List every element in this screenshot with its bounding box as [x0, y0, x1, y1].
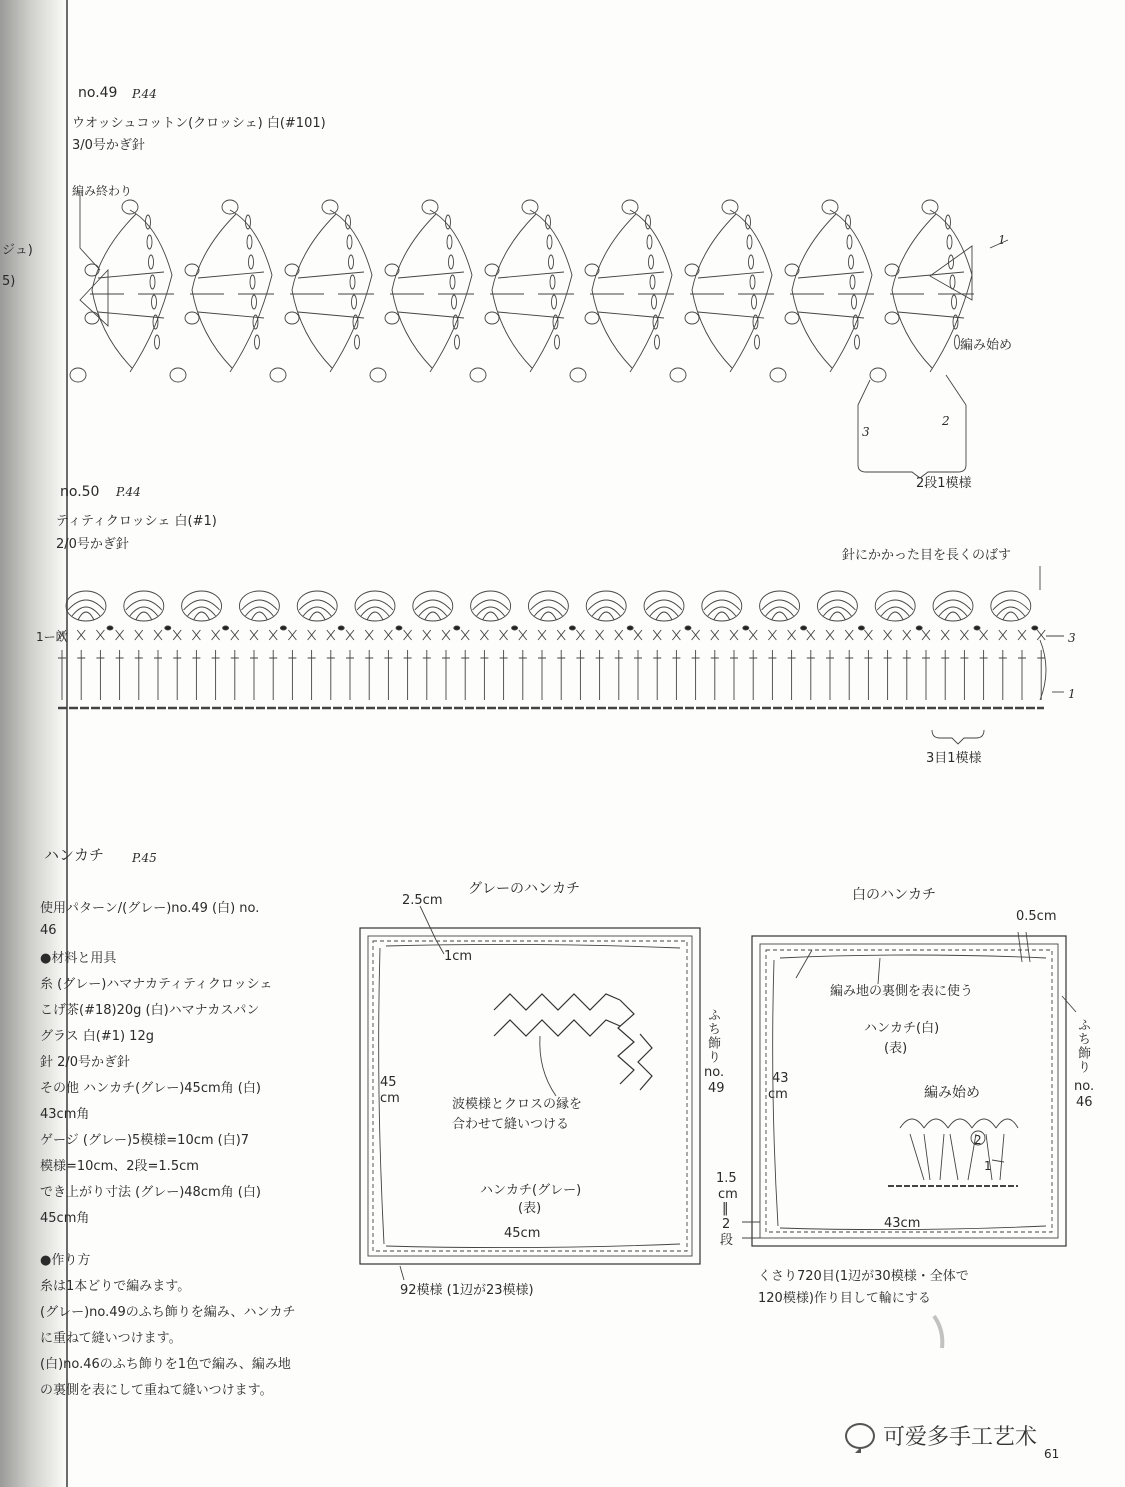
white-height: 43 — [772, 1071, 789, 1086]
white-mini-2: 2 — [974, 1133, 982, 1147]
instruction-line: ●作り方 — [40, 1253, 91, 1268]
instruction-line: でき上がり寸法 (グレー)48cm角 (白) — [40, 1185, 261, 1200]
margin-text-1: ジュ) — [2, 243, 33, 258]
no49-row1: 1 — [998, 233, 1006, 247]
instruction-line: ゲージ (グレー)5模様=10cm (白)7 — [40, 1133, 250, 1148]
no50-heading: no.50 — [60, 484, 100, 500]
instruction-line: その他 ハンカチ(グレー)45cm角 (白) — [40, 1081, 261, 1096]
instruction-line: 糸は1本どりで編みます。 — [40, 1279, 191, 1294]
no49-page-ref: P.44 — [132, 87, 157, 101]
instruction-line: こげ茶(#18)20g (白)ハマナカスパン — [40, 1003, 260, 1018]
instruction-line: 43cm角 — [40, 1107, 90, 1122]
watermark — [845, 1420, 1037, 1451]
gray-note-1: 波模様とクロスの縁を — [452, 1097, 583, 1112]
instruction-line: 模様=10cm、2段=1.5cm — [40, 1159, 199, 1174]
white-side-dan: 段 — [720, 1233, 734, 1248]
no49-row3: 3 — [862, 425, 870, 439]
no49-start-label: 編み始め — [960, 338, 1013, 353]
gray-center-label: ハンカチ(グレー) — [480, 1183, 582, 1198]
white-start-label: 編み始め — [924, 1085, 980, 1101]
no49-heading: no.49 — [78, 85, 118, 101]
margin-text-2: 5) — [2, 274, 16, 289]
gray-edging-label: ふち飾り — [705, 1008, 720, 1064]
page-number: 61 — [1044, 1447, 1060, 1461]
instruction-line: (白)no.46のふち飾りを1色で編み、編み地 — [40, 1357, 291, 1372]
gray-note-2: 合わせて縫いつける — [452, 1117, 570, 1132]
white-chain-1: くさり720目(1辺が30模様・全体で — [758, 1269, 969, 1284]
no50-repeat: 3目1模様 — [926, 751, 982, 766]
white-center-label: ハンカチ(白) — [864, 1021, 940, 1036]
no50-hook: 2/0号かぎ針 — [56, 537, 129, 552]
white-dim-05: 0.5cm — [1016, 909, 1057, 924]
gray-dim-1: 1cm — [444, 949, 473, 964]
no50-page-ref: P.44 — [116, 485, 141, 499]
instruction-line: 針 2/0号かぎ針 — [40, 1055, 131, 1070]
white-width: 43cm — [884, 1216, 921, 1231]
white-side-cm: cm — [718, 1187, 738, 1202]
white-side-15: 1.5 — [716, 1171, 737, 1186]
white-edging-no: no. — [1074, 1079, 1095, 1094]
chat-bubble-icon — [845, 1423, 875, 1449]
gray-height-unit: cm — [380, 1091, 400, 1106]
gray-center-sub: (表) — [518, 1201, 542, 1216]
no49-hook: 3/0号かぎ針 — [72, 138, 145, 153]
white-diagram-title: 白のハンカチ — [852, 887, 936, 903]
white-center-sub: (表) — [884, 1041, 908, 1056]
gray-width: 45cm — [504, 1226, 541, 1241]
no49-end-label: 編み終わり — [72, 184, 133, 198]
gray-edging-no: no. — [704, 1065, 725, 1080]
no50-row3: 3 — [1068, 631, 1076, 645]
no50-note: 針にかかった目を長くのばす — [842, 548, 1012, 563]
no49-row2: 2 — [942, 414, 950, 428]
no50-left-mark: 1ー欧 — [36, 630, 68, 644]
gray-pattern-count: 92模様 (1辺が23模様) — [400, 1283, 534, 1298]
white-edging-num: 46 — [1076, 1095, 1093, 1110]
white-edging-label: ふち飾り — [1075, 1018, 1090, 1074]
white-chain-2: 120模様)作り目して輪にする — [758, 1291, 931, 1306]
white-mini-1: 1 — [984, 1159, 992, 1173]
gray-edging-num: 49 — [708, 1081, 725, 1096]
instruction-line: に重ねて縫いつけます。 — [40, 1331, 182, 1346]
instruction-line: グラス 白(#1) 12g — [40, 1029, 154, 1044]
watermark-text: 可爱多手工艺术 — [883, 1425, 1038, 1450]
instruction-line: 46 — [40, 923, 57, 938]
no50-yarn: ティティクロッシェ 白(#1) — [56, 514, 217, 529]
no49-repeat: 2段1模様 — [916, 476, 972, 491]
handkerchief-page-ref: P.45 — [132, 851, 157, 865]
instruction-line: 使用パターン/(グレー)no.49 (白) no. — [40, 901, 260, 916]
handkerchief-heading: ハンカチ — [44, 846, 105, 864]
no50-row1: 1 — [1068, 687, 1076, 701]
instruction-line: 糸 (グレー)ハマナカティティクロッシェ — [40, 977, 273, 992]
gray-height: 45 — [380, 1075, 397, 1090]
gray-diagram-title: グレーのハンカチ — [468, 881, 580, 897]
white-side-2: 2 — [722, 1217, 731, 1232]
gray-dim-25: 2.5cm — [402, 893, 443, 908]
white-back-note: 編み地の裏側を表に使う — [830, 984, 974, 999]
instruction-line: の裏側を表にして重ねて縫いつけます。 — [40, 1383, 273, 1398]
instruction-line: (グレー)no.49のふち飾りを編み、ハンカチ — [40, 1305, 296, 1320]
no49-yarn: ウオッシュコットン(クロッシェ) 白(#101) — [72, 116, 326, 131]
instruction-line: ●材料と用具 — [40, 951, 117, 966]
white-side-eq: ‖ — [722, 1201, 729, 1216]
white-height-unit: cm — [768, 1087, 788, 1102]
instruction-line: 45cm角 — [40, 1211, 90, 1226]
